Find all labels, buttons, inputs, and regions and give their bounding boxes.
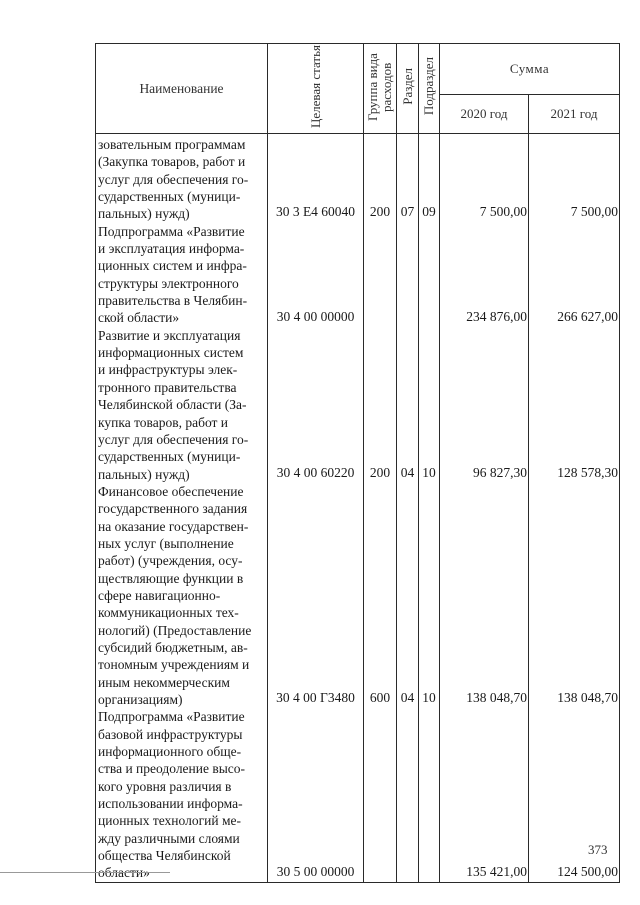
row-name-line: Финансовое обеспечение bbox=[98, 483, 244, 499]
row-target: 30 4 00 Г3480 bbox=[276, 690, 355, 706]
header-sum: Сумма bbox=[440, 44, 620, 95]
row-name-line: (Закупка товаров, работ и bbox=[98, 154, 246, 170]
row-name-line: Развитие и эксплуатация bbox=[98, 327, 241, 343]
row-name-line: информационного обще- bbox=[98, 744, 242, 760]
row-name-line: работ) (учреждения, осу- bbox=[98, 553, 243, 569]
amount-2020-column bbox=[440, 134, 529, 883]
row-group: 200 bbox=[369, 464, 391, 480]
row-name-line: ства и преодоление высо- bbox=[98, 761, 246, 777]
row-name-line: услуг для обеспечения го- bbox=[98, 431, 249, 447]
row-name-line: информационных систем bbox=[98, 345, 244, 361]
row-subsection: 09 bbox=[422, 204, 436, 220]
header-expense-group: Группа вида расходов bbox=[364, 44, 397, 134]
row-name-line: сударственных (муници- bbox=[98, 449, 241, 465]
row-name-line: тронного правительства bbox=[98, 379, 237, 395]
row-name-line: Подпрограмма «Развитие bbox=[98, 223, 245, 239]
row-y2021: 266 627,00 bbox=[557, 308, 618, 324]
row-name-line: сударственных (муници- bbox=[98, 189, 241, 205]
row-name-line: общества Челябинской bbox=[98, 848, 231, 864]
row-subsection: 10 bbox=[422, 464, 436, 480]
row-group: 600 bbox=[369, 690, 391, 706]
row-name-line: правительства в Челябин- bbox=[98, 293, 248, 309]
row-y2021: 124 500,00 bbox=[557, 863, 618, 879]
row-target: 30 3 Е4 60040 bbox=[275, 204, 356, 220]
row-name-line: жду различными слоями bbox=[98, 830, 240, 846]
row-y2020: 138 048,70 bbox=[466, 690, 527, 706]
row-name-line: иным некоммерческим bbox=[98, 674, 230, 690]
row-name-line: на оказание государствен- bbox=[98, 518, 249, 534]
row-section: 07 bbox=[400, 204, 415, 220]
row-name-line: тономным учреждениям и bbox=[98, 657, 250, 673]
row-name-line: коммуникационных тех- bbox=[98, 605, 239, 621]
target-column bbox=[268, 134, 364, 883]
header-subsection: Подраздел bbox=[419, 44, 440, 134]
page-number: 373 bbox=[588, 842, 608, 857]
row-name-line: субсидий бюджетным, ав- bbox=[98, 639, 248, 655]
row-name-line: ществляющие функции в bbox=[98, 570, 244, 586]
row-name-line: кого уровня различия в bbox=[98, 778, 232, 794]
row-name-line: ционных технологий ме- bbox=[98, 813, 241, 829]
row-name-line: ных услуг (выполнение bbox=[98, 535, 234, 551]
row-section: 04 bbox=[400, 690, 415, 706]
row-name-line: государственного задания bbox=[98, 501, 248, 517]
row-y2021: 7 500,00 bbox=[570, 204, 618, 220]
row-y2021: 138 048,70 bbox=[557, 690, 618, 706]
row-name-line: зовательным программам bbox=[98, 137, 246, 152]
row-name-line: базовой инфраструктуры bbox=[98, 726, 243, 742]
budget-table bbox=[95, 43, 620, 883]
row-name-line: ционных систем и инфра- bbox=[98, 258, 247, 274]
amount-2021-column bbox=[529, 134, 620, 883]
row-group: 200 bbox=[369, 204, 391, 220]
row-y2020: 7 500,00 bbox=[479, 204, 527, 220]
row-name-line: использовании информа- bbox=[98, 796, 243, 812]
row-name-line: Подпрограмма «Развитие bbox=[98, 709, 245, 725]
row-target: 30 5 00 00000 bbox=[276, 863, 355, 879]
row-name-line: купка товаров, работ и bbox=[98, 414, 229, 430]
row-name-line: и эксплуатация информа- bbox=[98, 241, 245, 257]
row-name-line: пальных) нужд) bbox=[98, 466, 190, 482]
names-column bbox=[96, 134, 268, 883]
row-y2020: 96 827,30 bbox=[473, 464, 527, 480]
row-target: 30 4 00 60220 bbox=[276, 464, 355, 480]
header-target-article: Целевая статья bbox=[268, 44, 364, 134]
row-name-line: ской области» bbox=[98, 310, 180, 326]
row-name-line: Челябинской области (За- bbox=[98, 397, 247, 413]
row-name-line: нологий) (Предоставление bbox=[98, 622, 252, 638]
row-subsection: 10 bbox=[422, 690, 436, 706]
row-name-line: структуры электронного bbox=[98, 275, 239, 291]
row-name-line: области» bbox=[98, 865, 150, 881]
row-y2020: 135 421,00 bbox=[466, 863, 527, 879]
section-column bbox=[397, 134, 419, 883]
header-section: Раздел bbox=[397, 44, 419, 134]
group-column bbox=[364, 134, 397, 883]
row-target: 30 4 00 00000 bbox=[276, 308, 355, 324]
row-y2021: 128 578,30 bbox=[557, 464, 618, 480]
row-name-line: и инфраструктуры элек- bbox=[98, 362, 238, 378]
row-name-line: пальных) нужд) bbox=[98, 206, 190, 222]
row-y2020: 234 876,00 bbox=[466, 308, 527, 324]
header-year-2021: 2021 год bbox=[529, 95, 620, 134]
footer-rule bbox=[0, 872, 170, 873]
row-name-line: организациям) bbox=[98, 692, 183, 707]
row-name-line: услуг для обеспечения го- bbox=[98, 171, 249, 187]
header-name: Наименование bbox=[96, 44, 268, 134]
header-year-2020: 2020 год bbox=[440, 95, 529, 134]
subsection-column bbox=[419, 134, 440, 883]
row-name-line: сфере навигационно- bbox=[98, 587, 221, 603]
row-section: 04 bbox=[400, 464, 415, 480]
